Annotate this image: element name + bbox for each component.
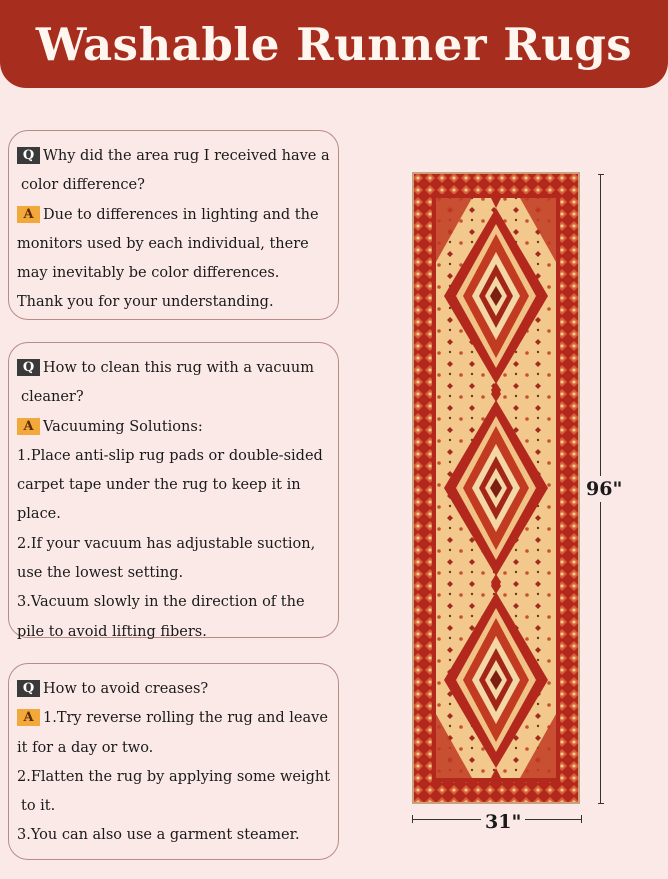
answer-line: monitors used by each individual, there: [17, 235, 309, 252]
question-line: cleaner?: [21, 389, 84, 406]
answer-line: 2.Flatten the rug by applying some weight: [17, 768, 331, 785]
answer-line: 3.Vacuum slowly in the direction of the: [17, 594, 305, 611]
faq-card-color: [8, 130, 339, 320]
answer-line: carpet tape under the rug to keep it in: [17, 477, 301, 494]
answer-line: use the lowest setting.: [17, 565, 184, 582]
width-dimension-label: 31": [481, 811, 525, 833]
a-tag-icon: A: [17, 709, 40, 726]
faq-card-creases: [8, 663, 339, 860]
answer-line: it for a day or two.: [17, 739, 154, 756]
runner-rug-graphic: [412, 172, 580, 804]
answer-line: 1.Place anti-slip rug pads or double-sided: [17, 447, 323, 464]
answer-line: place.: [17, 506, 61, 523]
question-line: Q How to clean this rug with a vacuum: [17, 354, 332, 383]
answer-line: A Vacuuming Solutions:: [17, 413, 332, 442]
q-tag-icon: Q: [17, 680, 40, 697]
answer-line: 2.If your vacuum has adjustable suction,: [17, 535, 316, 552]
a-tag-icon: A: [17, 418, 40, 435]
question-line: Q How to avoid creases?: [17, 675, 332, 704]
answer-line: A 1.Try reverse rolling the rug and leave: [17, 704, 332, 733]
question-line: color difference?: [21, 177, 145, 194]
length-dimension-label: 96": [586, 478, 623, 500]
header-banner: [0, 0, 668, 88]
answer-line: may inevitably be color differences.: [17, 265, 280, 282]
answer-line: Thank you for your understanding.: [17, 294, 274, 311]
faq-card-vacuum: [8, 342, 339, 638]
answer-line: A Due to differences in lighting and the: [17, 201, 332, 230]
rug-image: [412, 172, 580, 808]
a-tag-icon: A: [17, 206, 40, 223]
q-tag-icon: Q: [17, 359, 40, 376]
page-title: Washable Runner Rugs: [35, 17, 633, 71]
question-line: Q Why did the area rug I received have a: [17, 142, 332, 171]
answer-line: pile to avoid lifting fibers.: [17, 623, 207, 640]
answer-line: 3.You can also use a garment steamer.: [17, 827, 300, 844]
q-tag-icon: Q: [17, 147, 40, 164]
answer-line: to it.: [21, 798, 56, 815]
